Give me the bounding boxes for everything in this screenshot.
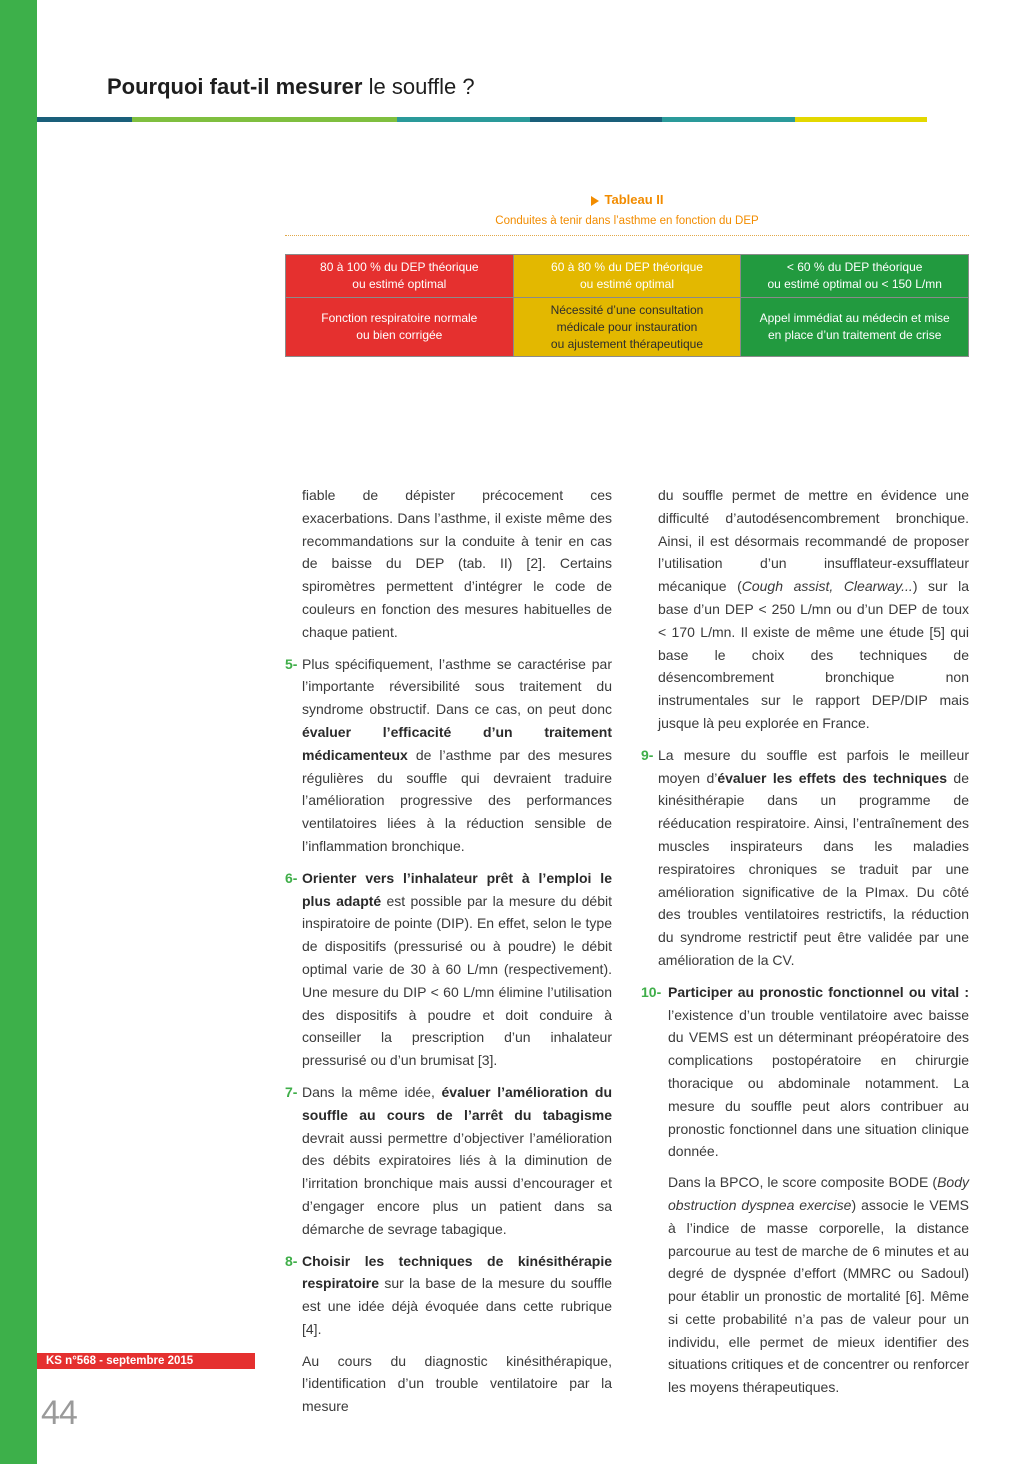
table-label <box>285 192 969 207</box>
paragraph: fiable de dépister précocement ces exacerbations. Dans l’asthme, il existe même des recommandations sur la conduite à tenir en cas de baisse du DEP (tab. II) [2]. Certains spiromètres permettent d’intégrer le code de couleurs en fonction des mesures habituelles de chaque patient. <box>302 487 612 640</box>
paragraph <box>641 484 969 735</box>
rule-segment <box>37 117 132 122</box>
cell-yellow <box>513 298 741 357</box>
item-emphasis: Orienter vers l’inhalateur prêt à l’emploi le plus adapté <box>302 869 612 909</box>
cell-line: Appel immédiat au médecin et mise <box>759 311 950 325</box>
item-text: l’existence d’un trouble ventilatoire avec baisse du VEMS est un déterminant préopératoire des complications postopératoire en chirurgie thoracique ou abdominale notamment. La mesure du souffle peut alors contribuer au pronostic fonctionnel dans une situation clinique donnée. <box>668 1006 969 1160</box>
list-item-10 <box>641 981 969 1399</box>
list-item-6 <box>285 867 612 1072</box>
item-italic: Body obstruction dyspnea exercise <box>668 1174 969 1213</box>
cell-line: Fonction respiratoire normale <box>321 311 478 325</box>
right-column <box>641 484 969 1399</box>
table-subtitle: Conduites à tenir dans l’asthme en fonction du DEP <box>495 215 759 227</box>
rule-segment <box>264 117 397 122</box>
cell-red <box>286 298 514 357</box>
triangle-icon <box>591 196 599 206</box>
title-rest: le souffle ? <box>368 74 475 99</box>
cell-line: en place d’un traitement de crise <box>767 328 942 342</box>
cell-line: ou estimé optimal <box>579 277 674 291</box>
item-text: La mesure du souffle est parfois le meilleur moyen d’ <box>658 746 969 786</box>
title-bold: Pourquoi faut-il mesurer <box>107 74 363 99</box>
rule-segment <box>530 117 662 122</box>
item-number: 5- <box>285 655 298 672</box>
item-text: de kinésithérapie dans un programme de rééducation respiratoire. Ainsi, l’entraînement des muscles inspirateurs dans les maladies respiratoires chroniques se traduit par une amélioration significative de la PImax. Du côté des troubles ventilatoires restrictifs, la réduction du syndrome restrictif peut être validée par une amélioration de la CV. <box>658 769 969 968</box>
item-number: 6- <box>285 869 298 886</box>
item-emphasis: Participer au pronostic fonctionnel ou vital : <box>668 983 969 1000</box>
list-item-5 <box>285 653 612 858</box>
issue-tag <box>37 1353 255 1369</box>
header-cell-red <box>286 255 514 298</box>
dep-table <box>285 254 969 357</box>
item-text: sur la base de la mesure du souffle est une idée déjà évoquée dans cette rubrique [4]. <box>302 1275 612 1337</box>
paragraph-text: ) sur la base d’un DEP < 250 L/mn ou d’un DEP de toux < 170 L/mn. Il existe de même une étude [5] qui base le choix des techniques de désencombrement bronchique non instrumentales sur le rapport DEP/DIP mais jusque là peu explorée en France. <box>658 578 969 731</box>
header-rule <box>37 117 927 122</box>
item-paragraph <box>668 981 969 1163</box>
paragraph-text: du souffle permet de mettre en évidence une difficulté d’autodésencombrement bronchique. Ainsi, il est désormais recommandé de proposer l’utilisation d’un insufflateur-exsufflateur mécanique ( <box>658 487 969 595</box>
list-item-7 <box>285 1081 612 1241</box>
issue-tag-ks: KS <box>46 1355 62 1367</box>
rule-segment <box>397 117 530 122</box>
cell-line: ou estimé optimal <box>352 277 447 291</box>
item-text: devrait aussi permettre d’objectiver l’amélioration des débits expiratoires liés à la diminution de l’irritation bronchique mais aussi d’encourager et d’engager encore plus un patient dans sa démarche de sevrage tabagique. <box>302 1129 612 1237</box>
item-number: 10- <box>641 983 662 1000</box>
dotted-divider <box>285 235 969 236</box>
table-label-text: Tableau II <box>604 192 664 207</box>
rule-segment <box>795 117 927 122</box>
cell-line: 80 à 100 % du DEP théorique <box>320 260 479 274</box>
cell-line: Nécessité d’une consultation <box>550 302 704 317</box>
page-title <box>107 74 475 100</box>
item-paragraph <box>668 1171 969 1399</box>
table-header-row <box>286 255 969 298</box>
item-emphasis: évaluer l’amélioration du souffle au cours de l’arrêt du tabagisme <box>302 1083 612 1123</box>
table-row <box>286 298 969 357</box>
item-number: 7- <box>285 1083 298 1100</box>
header-cell-green <box>741 255 969 298</box>
page-number: 44 <box>41 1394 77 1432</box>
list-item-9 <box>641 744 969 972</box>
cell-green <box>741 298 969 357</box>
paragraph: Au cours du diagnostic kinésithérapique, l’identification d’un trouble ventilatoire par la mesure <box>302 1352 612 1415</box>
item-number: 9- <box>641 746 654 763</box>
cell-line: ou estimé optimal ou < 150 L/mn <box>767 277 942 291</box>
paragraph-italic: Cough assist, Clearway... <box>741 578 913 595</box>
green-side-bar <box>0 0 37 1464</box>
rule-segment <box>132 117 264 122</box>
item-number: 8- <box>285 1252 298 1269</box>
list-item-8 <box>285 1250 612 1341</box>
item-text: est possible par la mesure du débit inspiratoire de pointe (DIP). En effet, selon le type de dispositifs (pressurisé ou à poudre) le débit optimal varie de 30 à 60 L/mn (respectivement). Une mesure du DIP < 60 L/mn élimine l’utilisation des dispositifs à poudre et doit conduire à conseiller la prescription d’un inhalateur pressurisé ou d’un brumisat [3]. <box>302 892 613 1069</box>
rule-segment <box>662 117 795 122</box>
item-emphasis: évaluer l’efficacité d’un traitement médicamenteux <box>302 723 612 763</box>
cell-line: ou bien corrigée <box>356 328 443 342</box>
item-text: ) associe le VEMS à l’indice de masse corporelle, la distance parcourue au test de marche de 6 minutes et au degré de dyspnée d’effort (MMRC ou Sadoul) pour établir un pronostic de mortalité [6]. Même si cette probabilité n’a pas de valeur pour un individu, elle permet de mieux identifier des situations critiques et de concentrer ou renforcer les moyens thérapeutiques. <box>668 1196 970 1396</box>
issue-tag-text: n°568 - septembre 2015 <box>61 1355 194 1367</box>
left-column <box>285 484 612 1418</box>
item-text: Plus spécifiquement, l’asthme se caractérise par l’importante réversibilité sous traitement du syndrome obstructif. Dans ce cas, on peut donc <box>302 655 612 718</box>
cell-line: ou ajustement thérapeutique <box>550 336 704 351</box>
item-text: Dans la même idée, <box>302 1083 442 1100</box>
header-cell-yellow <box>513 255 741 298</box>
cell-line: médicale pour instauration <box>556 319 698 334</box>
table-block <box>285 192 969 357</box>
cell-line: < 60 % du DEP théorique <box>786 260 923 274</box>
cell-line: 60 à 80 % du DEP théorique <box>551 260 703 274</box>
item-text: Dans la BPCO, le score composite BODE ( <box>668 1174 938 1191</box>
item-emphasis: évaluer les effets des techniques <box>717 769 947 786</box>
item-emphasis: Choisir les techniques de kinésithérapie respiratoire <box>302 1252 612 1292</box>
item-text: de l’asthme par des mesures régulières du souffle qui devraient traduire l’amélioration progressive des performances ventilatoires liées à la réduction sensible de l’inflammation bronchique. <box>302 746 612 854</box>
